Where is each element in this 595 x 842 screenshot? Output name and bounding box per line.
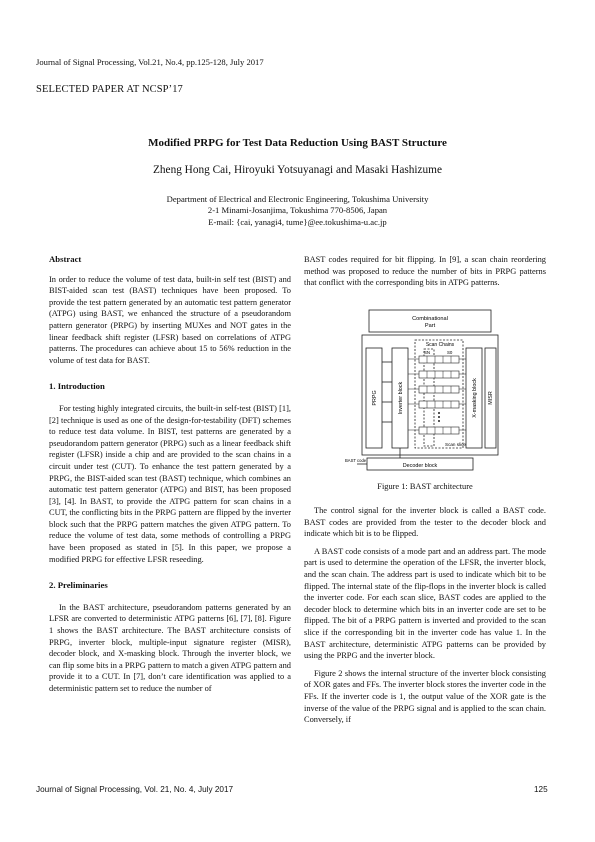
decoder-block-label: Decoder block xyxy=(402,463,438,469)
footer-journal: Journal of Signal Processing, Vol. 21, No. 4, July 2017 xyxy=(36,785,234,794)
combinational-label: Combinational xyxy=(412,316,448,322)
part-label: Part xyxy=(424,323,436,329)
inverter-block-label: Inverter block xyxy=(398,381,404,415)
s0-label: S0 xyxy=(447,350,453,355)
xmasking-block-label: X-masking block xyxy=(472,378,478,418)
intro-text: For testing highly integrated circuits, the built-in self-test (BIST) [1], [2] technique is used as one of the design-for-testability (DFT) schemes to reduce test data volume. In BIST, test patterns are generated by a pseudorandom pattern generator (PRPG) such as a linear feedback shift register (LFSR) inside a chip and are provided to the scan chains in a circuit under test (CUT). To enhance the test pattern generated by a PRPG, the BIST-aided scan test (BAST) technique, which combines an automatic test pattern generator (ATPG) and BIST, has been proposed [3], [4]. In BAST, to provide the ATPG pattern for scan chains in a CUT, the conflicting bits in the PRPG pattern are flipped by the inverter block such that the PRPG pattern matches the given ATPG pattern. To reduce the volume of test data, some methods of controlling a PRPG have been proposed as stated in [5]. In this paper, we propose a modified PRPG for effective LFSR reseeding. xyxy=(49,403,291,564)
paper-title: Modified PRPG for Test Data Reduction Using BAST Structure xyxy=(148,137,447,149)
scan-slice-label: Scan slice xyxy=(445,442,466,447)
abstract-text: In order to reduce the volume of test data, built-in self test (BIST) and BIST-aided scan test (BAST) techniques have been proposed. To provide the test pattern generated by an automatic test pattern generator (ATPG) using BAST, we enhanced the structure of a pseudorandom pattern generator (PRPG) by inserting MUXes and NOT gates in the linear feedback shift register (LFSR) based on correlations of ATPG patterns. The procedures can achieve about 15 to 56% reduction in the volume of test data for BAST. xyxy=(49,274,291,365)
left-column xyxy=(49,254,291,695)
right-paragraph-1: The control signal for the inverter block is called a BAST code. BAST codes are provided from the tester to the decoder block and indicate which bit is to be flipped. xyxy=(304,506,546,539)
figure-1 xyxy=(345,307,505,475)
bast-architecture-diagram xyxy=(345,307,505,475)
prelim-text: In the BAST architecture, pseudorandom patterns generated by an LFSR are converted to deterministic ATPG patterns [6], [7], [8]. Figure 1 shows the BAST architecture. The BAST architecture consists of PRPG, inverter block, multiple-input signature register (MISR), decoder block, and X-masking block. Through the inverter block, we can flip some bits in a PRPG pattern to match a given ATPG pattern and provide it to a CUT. In [7], don’t care identification was applied to a deterministic pattern set to reduce the number of xyxy=(49,602,291,693)
right-paragraph-3: Figure 2 shows the internal structure of the inverter block consisting of XOR gates and FFs. The inverter block stores the inverter code in the FFs. If the inverter code is 1, the output value of the XOR gate is the inverse of the value of the PRPG signal and is applied to the scan chain. Conversely, if xyxy=(304,668,546,725)
page-number: 125 xyxy=(534,785,548,794)
misr-label: MISR xyxy=(488,391,494,405)
affiliation-line: E-mail: {cai, yanagi4, tume}@ee.tokushima-u.ac.jp xyxy=(208,216,387,227)
prpg-label: PRPG xyxy=(372,390,378,406)
right-column-bottom xyxy=(304,505,546,726)
journal-header: Journal of Signal Processing, Vol.21, No.4, pp.125-128, July 2017 xyxy=(36,57,264,67)
sn-label: SN xyxy=(424,350,431,355)
right-paragraph-2: A BAST code consists of a mode part and an address part. The mode part is used to determine the operation of the LFSR, the inverter block, and the scan chain. The address part is used to indicate which bit to be flipped. The internal state of the flip-flops in the inverter block is called the inverter code. For each scan slice, BAST codes are applied to the decoder block to determine which bits in an inverter code are set to be flipped. The bit of a PRPG pattern is inverted and provided to the scan slice if the corresponding bit in the inverter code has value 1. In the BAST architecture, deterministic ATPG patterns can be provided by using the PRPG and the inverter block. xyxy=(304,546,546,661)
bast-code-label: BAST code xyxy=(345,458,367,463)
affiliation-line: Department of Electrical and Electronic Engineering, Tokushima University xyxy=(166,194,429,204)
intro-heading: 1. Introduction xyxy=(49,381,105,392)
scan-chains-label: Scan Chains xyxy=(425,342,455,348)
selected-paper-label: SELECTED PAPER AT NCSP’17 xyxy=(36,84,183,95)
affiliation-line: 2-1 Minami-Josanjima, Tokushima 770-8506, Japan xyxy=(207,205,388,216)
figure-1-caption: Figure 1: BAST architecture xyxy=(377,482,473,491)
abstract-heading: Abstract xyxy=(49,254,82,264)
right-column-top xyxy=(304,254,546,289)
prelim-heading: 2. Preliminaries xyxy=(49,580,108,591)
paper-authors: Zheng Hong Cai, Hiroyuki Yotsuyanagi and Masaki Hashizume xyxy=(153,164,442,176)
right-text-top: BAST codes required for bit flipping. In [9], a scan chain reordering method was proposed to reduce the number of bits in PRPG patterns that conflict with the corresponding bits in ATPG patterns. xyxy=(304,255,546,288)
affiliation xyxy=(0,194,595,228)
